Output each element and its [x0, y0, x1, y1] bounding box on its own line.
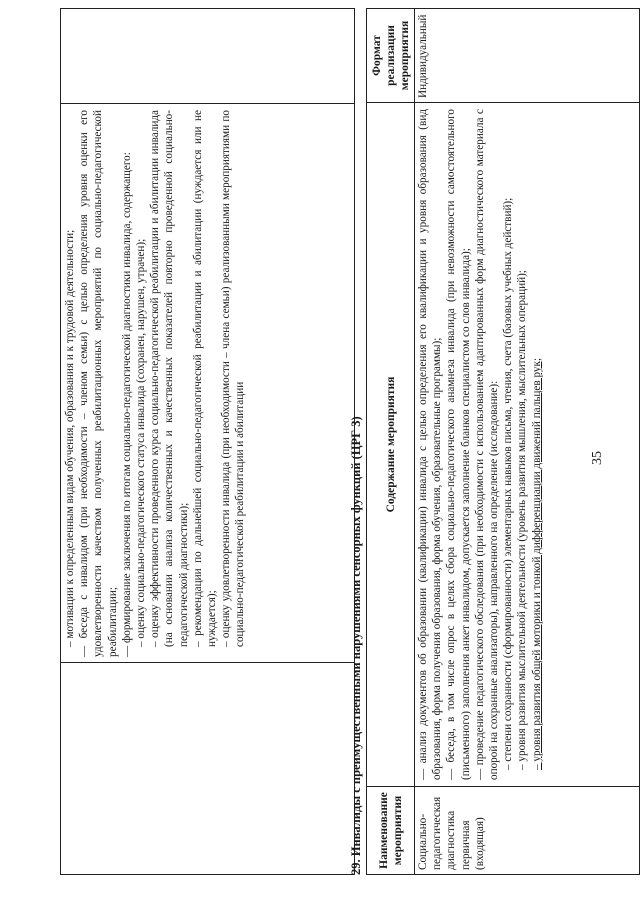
row-content-cell	[414, 102, 639, 786]
content-item: – рекомендации по дальнейшей социально-педагогической реабилитации и абилитации (нуждается или не нуждается);	[191, 110, 219, 647]
content-item: – оценку социально-педагогического статуса инвалида (сохранен, нарушен, утрачен);	[135, 238, 148, 647]
header-format: Формат реализации мероприятия	[370, 20, 411, 91]
content-item: – оценку удовлетворенности инвалида (при необходимости – члена семьи) реализованными мероприятиями по социально-педагогической реабилитации и абилитации	[220, 110, 247, 647]
continuation-name-cell	[61, 662, 354, 874]
content-item: — беседа, в том числе опрос в целях сбора социально-педагогического анамнеза инвалида (при невозможности самостоятельного (письменного) заполнения анкет инвалидом, допускается заполнение бланков специалистом со слов инвалида);	[445, 109, 472, 780]
content-item: — проведение педагогического обследования (при необходимости с использованием адаптированных форм диагностического материала с опорой на сохранные анализаторы), направленного на определение (исследование):	[473, 109, 501, 780]
continuation-table	[60, 8, 355, 875]
header-name: Наименование мероприятия	[377, 792, 404, 869]
content-item: — беседа с инвалидом (при необходимости – членом семьи) с целью определения уровня оценки его удовлетворенности качеством полученных реабилитационных мероприятий по социально-педагогической реабилитации;	[78, 110, 119, 657]
table-header-row	[367, 9, 415, 874]
row-name-cell	[414, 786, 639, 874]
header-format-cell	[367, 9, 414, 102]
row-format-cell	[414, 9, 639, 102]
content-item: – степени сохранности (сформированности) элементарных навыков письма, чтения, счета (базовых учебных действий);	[502, 197, 515, 770]
section-title: 29. Инвалиды с преимущественными нарушениями сенсорных функций (ЦРГ 3)	[349, 416, 363, 875]
content-item: – мотивации к определенным видам обучения, образования и к трудовой деятельности;	[64, 229, 76, 647]
continuation-format-cell	[61, 9, 354, 102]
content-item: — анализ документов об образовании (квалификации) инвалида с целью определения его квалификации и уровня образования (вид образования, форма получения образования, форма обучения, образовательные программы);	[417, 109, 444, 780]
events-table	[366, 8, 640, 875]
continuation-content-cell	[61, 103, 354, 663]
header-content-cell	[367, 102, 414, 786]
content-item: — формирование заключения по итогам социально-педагогической диагностики инвалида, содержащего:	[120, 152, 133, 657]
row-format: Индивидуальный	[417, 14, 429, 98]
content-item: – оценку эффективности проведенного курса социально-педагогической реабилитации и абилитации инвалида (на основании анализа количественных и качественных показателей повторно проведенной социально-педагогической диагностики);	[149, 110, 190, 647]
page-number: 35	[590, 451, 605, 465]
content-item: – уровня развития общей моторики и тонкой дифференциации движений пальцев рук;	[530, 357, 543, 770]
table-row	[414, 9, 639, 874]
row-name: Социально-педагогическая диагностика первичная (входящая)	[417, 796, 486, 870]
header-content: Содержание мероприятия	[384, 376, 397, 513]
content-item: – уровня развития мыслительной деятельности (уровень развития мышления, мыслительных операций);	[516, 270, 529, 770]
header-name-cell	[367, 786, 414, 874]
